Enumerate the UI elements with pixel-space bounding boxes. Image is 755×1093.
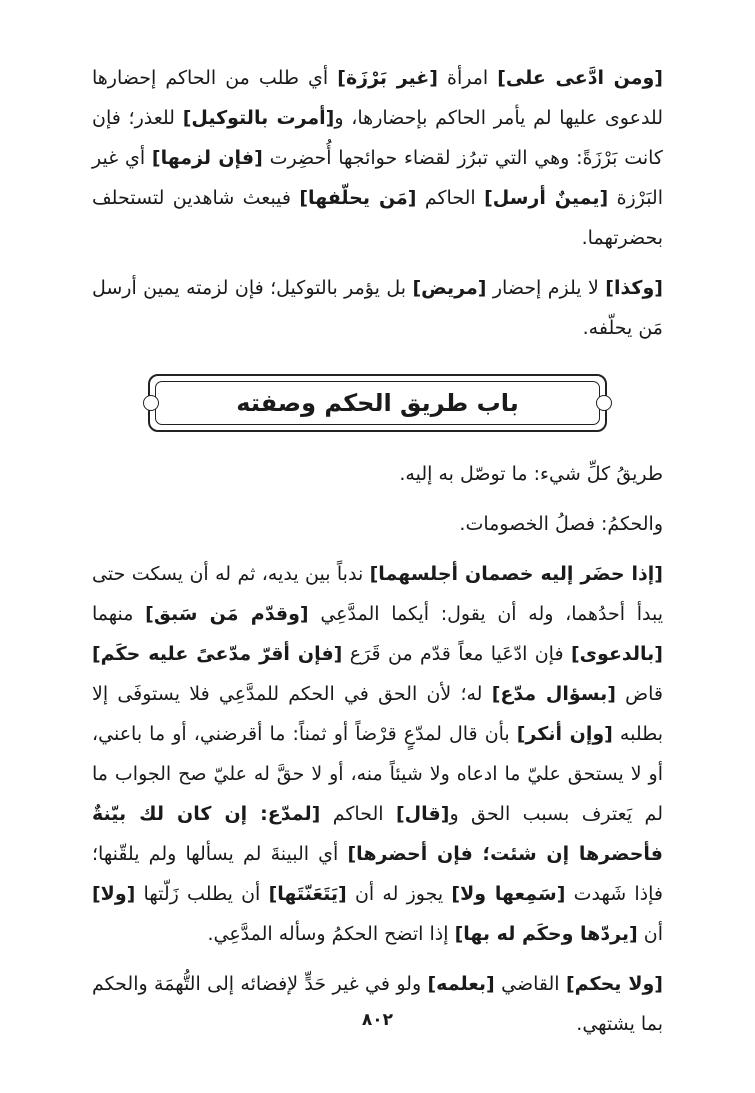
body-text: أن xyxy=(637,923,663,945)
chapter-heading: باب طريق الحكم وصفته xyxy=(236,389,519,417)
body-text: فيبعث شاهدين لتستحلف بحضرتهما. xyxy=(92,187,663,249)
body-text: القاضي xyxy=(494,973,566,995)
bracket-text: [يمينٌ أرسل] xyxy=(484,187,609,209)
body-text: أن يطلب زَلّتها xyxy=(135,883,269,905)
body-text: فإن ادّعَيا معاً قدّم من قَرَع xyxy=(342,643,571,665)
body-text: أي غير البَرْزة xyxy=(92,147,663,209)
page-number: ٨٠٢ xyxy=(361,1010,394,1030)
body-text: بأن قال لمدّعٍ قرْضاً أو ثمناً: ما أقرضني، أو ما باعني، أو لا يستحق عليّ ما ادعاه ولا شيئاً منه، أو لا حقَّ له عليّ صح الجواب ما لم يَعترف بسبب الحق و xyxy=(92,723,663,825)
paragraph-sick-person xyxy=(92,268,663,348)
chapter-heading-frame xyxy=(148,374,607,432)
body-text: قاض xyxy=(615,683,663,705)
bracket-text: [فإن أقرّ مدّعىً عليه حكَم] xyxy=(92,643,343,665)
bracket-text: [لمدّع: إن كان لك بيّنةٌ فأحضرها إن شئت؛ فإن أحضرها] xyxy=(92,803,663,865)
body-text: بل يؤمر بالتوكيل؛ فإن لزمته يمين أرسل مَن يحلّفه. xyxy=(92,277,663,339)
bracket-text: [بعلمه] xyxy=(427,973,495,995)
bracket-text: [مريض] xyxy=(412,277,487,299)
chapter-heading-inner xyxy=(155,381,600,425)
body-text: يجوز له أن xyxy=(346,883,452,905)
bracket-text: [ولا] xyxy=(92,883,136,905)
bracket-text: [قال] xyxy=(396,803,450,825)
paragraph-judge-knowledge xyxy=(92,964,663,1044)
body-text: له؛ لأن الحق في الحكم للمدَّعِي فلا يستوفَى إلا بطلبه xyxy=(92,683,664,745)
bracket-text: [وكذا] xyxy=(605,277,663,299)
body-text: للعذر؛ فإن كانت بَرْزَةً: وهي التي تبرُز لقضاء حوائجها أُحضِرت xyxy=(92,107,663,169)
body-text: الحاكم xyxy=(320,803,396,825)
body-text: ندباً بين يديه، ثم له أن يسكت حتى يبدأ أحدُهما، وله أن يقول: أيكما المدَّعِي xyxy=(92,563,663,625)
bracket-text: [ومن ادَّعى على] xyxy=(497,67,663,89)
body-text: الحاكم xyxy=(416,187,485,209)
bracket-text: [فإن لزمها] xyxy=(151,147,263,169)
body-text: امرأة xyxy=(437,67,498,89)
bracket-text: [بسؤال مدّع] xyxy=(491,683,616,705)
body-text: لا يلزم إحضار xyxy=(486,277,606,299)
body-text: ولو في غير حَدٍّ لإفضائه إلى التُّهمَة والحكم بما يشتهي. xyxy=(92,973,663,1035)
bracket-text: [يَتَعَنّتَها] xyxy=(268,883,347,905)
bracket-text: [بالدعوى] xyxy=(570,643,663,665)
definition-judgment: والحكمُ: فصلُ الخصومات. xyxy=(459,513,663,535)
body-text: إذا اتضح الحكمُ وسأله المدَّعِي. xyxy=(207,923,455,945)
bracket-text: [مَن يحلّفها] xyxy=(299,187,417,209)
bracket-text: [وقدّم مَن سَبق] xyxy=(145,603,309,625)
bracket-text: [إذا حضَر إليه خصمان أجلسهما] xyxy=(369,563,663,585)
body-text: أي طلب من الحاكم إحضارها للدعوى عليها لم يأمر الحاكم بإحضارها، و xyxy=(92,67,663,129)
bracket-text: [وإن أنكر] xyxy=(516,723,613,745)
body-text: منهما xyxy=(92,603,146,625)
bracket-text: [سَمِعها ولا] xyxy=(451,883,566,905)
bracket-text: [يردّها وحكَم له بها] xyxy=(454,923,638,945)
paragraph-two-litigants xyxy=(92,554,663,954)
body-text: أي البينةَ لم يسألها ولم يلقّنها؛ فإذا شَهدت xyxy=(92,843,664,905)
definition-path: طريقُ كلِّ شيء: ما توصّل به إليه. xyxy=(399,463,663,485)
bracket-text: [غير بَرْزَة] xyxy=(337,67,438,89)
paragraph-summoning-woman xyxy=(92,58,663,258)
bracket-text: [أمرت بالتوكيل] xyxy=(182,107,335,129)
bracket-text: [ولا يحكم] xyxy=(565,973,663,995)
